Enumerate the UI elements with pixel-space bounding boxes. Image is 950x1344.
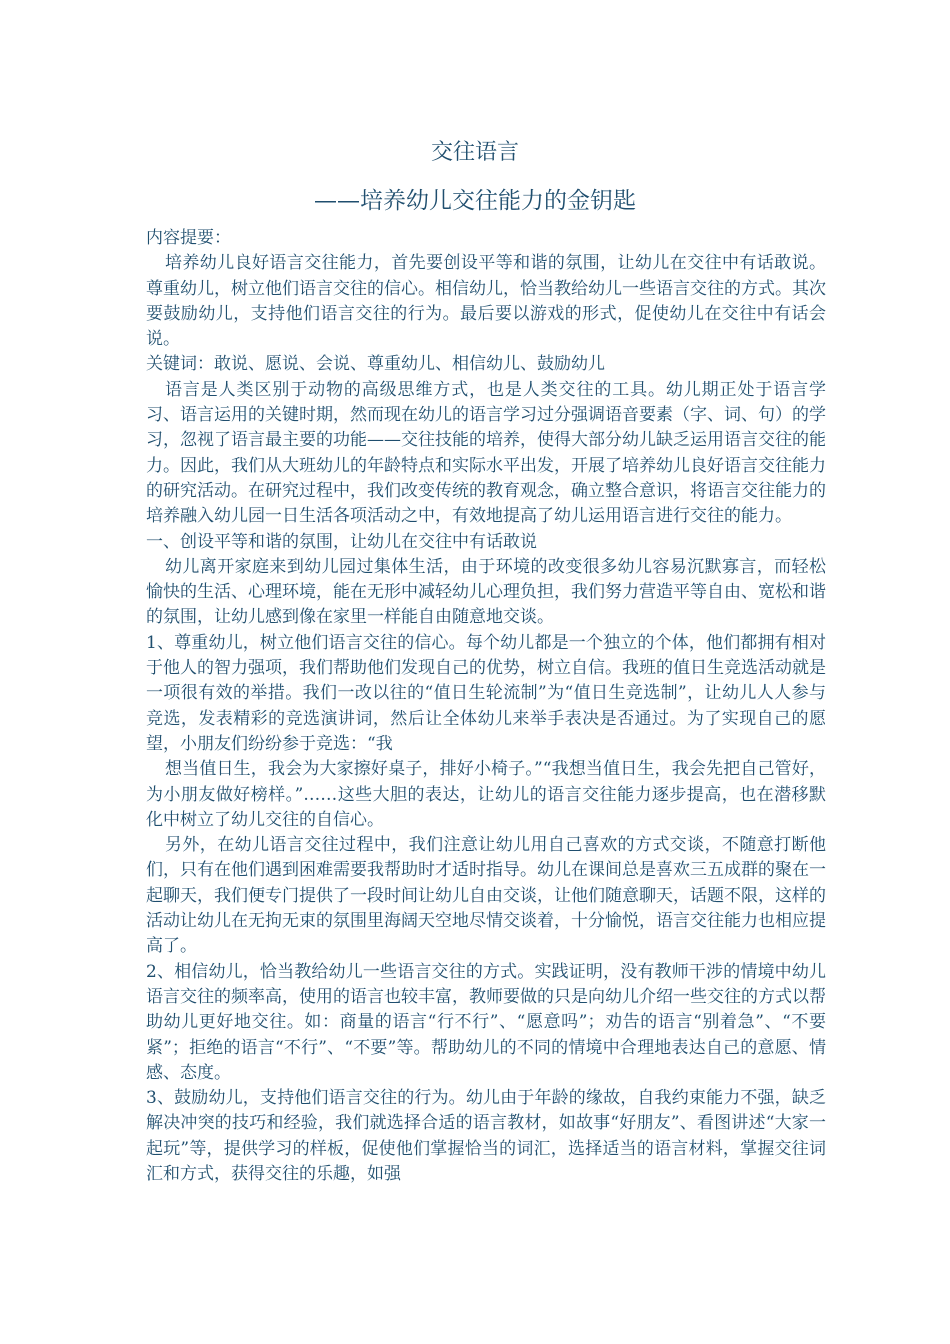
point-1-paragraph: 1、尊重幼儿，树立他们语言交往的信心。每个幼儿都是一个独立的个体，他们都拥有相对于他人的智力强项，我们帮助他们发现自己的优势，树立自信。我班的值日生竞选活动就是一项很有效的举措。我们一改以往的“值日生轮流制”为“值日生竞选制”，让幼儿人人参与竞选，发表精彩的竞选演讲词，然后让全体幼儿来举手表决是否通过。为了实现自己的愿望，小朋友们纷纷参于竞选：“我 xyxy=(146,632,826,754)
keywords-line: 关键词：敢说、愿说、会说、尊重幼儿、相信幼儿、鼓励幼儿 xyxy=(146,354,605,375)
point-1-continued-paragraph: 想当值日生，我会为大家擦好桌子，排好小椅子。”“我想当值日生，我会先把自己管好，为小朋友做好榜样。”……这些大胆的表达，让幼儿的语言交往能力逐步提高，也在潜移默化中树立了幼儿交往的自信心。 xyxy=(146,759,826,830)
point-3-paragraph: 3、鼓励幼儿，支持他们语言交往的行为。幼儿由于年龄的缘故，自我约束能力不强，缺乏解决冲突的技巧和经验，我们就选择合适的语言教材，如故事“好朋友”、看图讲述“大家一起玩”等，提供学习的样板，促使他们掌握恰当的词汇，选择适当的语言材料，掌握交往词汇和方式，获得交往的乐趣，如强 xyxy=(146,1088,826,1184)
document-title: 交往语言 xyxy=(430,140,519,165)
document-body xyxy=(146,226,826,1187)
point-2-paragraph: 2、相信幼儿，恰当教给幼儿一些语言交往的方式。实践证明，没有教师干涉的情境中幼儿语言交往的频率高，使用的语言也较丰富，教师要做的只是向幼儿介绍一些交往的方式以帮助幼儿更好地交往。如：商量的语言“行不行”、“愿意吗”；劝告的语言“别着急”、“不要紧”；拒绝的语言“不行”、“不要”等。帮助幼儿的不同的情境中合理地表达自己的意愿、情感、态度。 xyxy=(146,961,826,1083)
additional-paragraph: 另外，在幼儿语言交往过程中，我们注意让幼儿用自己喜欢的方式交谈，不随意打断他们，只有在他们遇到困难需要我帮助时才适时指导。幼儿在课间总是喜欢三五成群的聚在一起聊天，我们便专门提供了一段时间让幼儿自由交谈，让他们随意聊天，话题不限，这样的活动让幼儿在无拘无束的氛围里海阔天空地尽情交谈着，十分愉悦，语言交往能力也相应提高了。 xyxy=(146,835,826,957)
document-subtitle: ——培养幼儿交往能力的金钥匙 xyxy=(314,188,636,214)
intro-paragraph: 语言是人类区别于动物的高级思维方式，也是人类交往的工具。幼儿期正处于语言学习、语言运用的关键时期，然而现在幼儿的语言学习过分强调语音要素（字、词、句）的学习，忽视了语言最主要的功能——交往技能的培养，使得大部分幼儿缺乏运用语言交往的能力。因此，我们从大班幼儿的年龄特点和实际水平出发，开展了培养幼儿良好语言交往能力的研究活动。在研究过程中，我们改变传统的教育观念，确立整合意识，将语言交往能力的培养融入幼儿园一日生活各项活动之中，有效地提高了幼儿运用语言进行交往的能力。 xyxy=(146,379,826,527)
abstract-paragraph: 培养幼儿良好语言交往能力，首先要创设平等和谐的氛围，让幼儿在交往中有话敢说。尊重幼儿，树立他们语言交往的信心。相信幼儿，恰当教给幼儿一些语言交往的方式。其次要鼓励幼儿，支持他们语言交往的行为。最后要以游戏的形式，促使幼儿在交往中有话会说。 xyxy=(146,253,826,350)
section-heading-1: 一、创设平等和谐的氛围，让幼儿在交往中有话敢说 xyxy=(146,531,537,552)
abstract-heading: 内容提要： xyxy=(146,228,231,248)
section-1-paragraph: 幼儿离开家庭来到幼儿园过集体生活，由于环境的改变很多幼儿容易沉默寡言，而轻松愉快的生活、心理环境，能在无形中减轻幼儿心理负担，我们努力营造平等自由、宽松和谐的氛围，让幼儿感到像在家里一样能自由随意地交谈。 xyxy=(146,556,826,628)
